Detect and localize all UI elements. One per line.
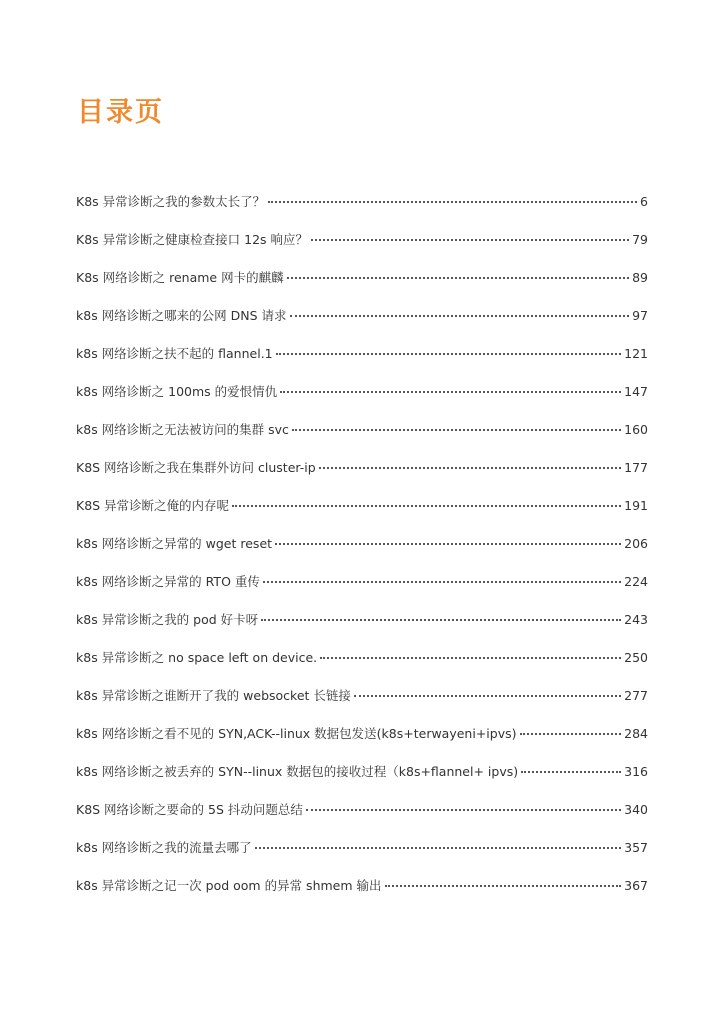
- toc-entry-title[interactable]: k8s 网络诊断之无法被访问的集群 svc: [76, 422, 289, 437]
- toc-entry[interactable]: [76, 838, 648, 876]
- toc-entry-title[interactable]: k8s 网络诊断之看不见的 SYN,ACK--linux 数据包发送(k8s+terwayeni+ipvs): [76, 726, 517, 741]
- toc-entry-title[interactable]: K8s 网络诊断之 rename 网卡的麒麟: [76, 270, 284, 285]
- toc-entry-title[interactable]: k8s 网络诊断之被丢弃的 SYN--linux 数据包的接收过程（k8s+flannel+ ipvs): [76, 764, 519, 779]
- toc-page-number[interactable]: 147: [624, 384, 648, 399]
- toc-entry-title[interactable]: k8s 网络诊断之异常的 RTO 重传: [76, 574, 260, 589]
- toc-entry[interactable]: [76, 762, 648, 800]
- toc-entry[interactable]: [76, 496, 648, 534]
- toc-entry-title[interactable]: k8s 异常诊断之 no space left on device.: [76, 650, 318, 665]
- toc-page-number[interactable]: 177: [624, 460, 648, 475]
- toc-page-number[interactable]: 206: [624, 536, 648, 551]
- toc-dot-leader: [520, 731, 622, 735]
- toc-entry-title[interactable]: K8s 异常诊断之健康检查接口 12s 响应？: [76, 232, 309, 247]
- toc-dot-leader: [232, 503, 621, 507]
- toc-dot-leader: [276, 351, 622, 355]
- toc-dot-leader: [311, 237, 629, 241]
- toc-dot-leader: [521, 769, 621, 773]
- toc-entry[interactable]: [76, 192, 648, 230]
- toc-dot-leader: [263, 579, 621, 583]
- toc-entry[interactable]: [76, 724, 648, 762]
- toc-entry-title[interactable]: K8s 异常诊断之我的参数太长了？: [76, 194, 266, 209]
- toc-entry[interactable]: [76, 610, 648, 648]
- toc-dot-leader: [320, 655, 621, 659]
- toc-page-number[interactable]: 250: [624, 650, 648, 665]
- toc-page-number[interactable]: 79: [632, 232, 648, 247]
- toc-entry-title[interactable]: k8s 异常诊断之谁断开了我的 websocket 长链接: [76, 688, 351, 703]
- toc-dot-leader: [306, 807, 621, 811]
- toc-entry[interactable]: [76, 534, 648, 572]
- toc-entry[interactable]: [76, 686, 648, 724]
- table-of-contents: [76, 192, 648, 914]
- toc-dot-leader: [268, 199, 637, 203]
- toc-entry[interactable]: [76, 268, 648, 306]
- toc-dot-leader: [292, 427, 621, 431]
- toc-page-number[interactable]: 340: [624, 802, 648, 817]
- toc-page-number[interactable]: 191: [624, 498, 648, 513]
- toc-dot-leader: [290, 313, 630, 317]
- toc-entry[interactable]: [76, 458, 648, 496]
- toc-entry[interactable]: [76, 876, 648, 914]
- toc-entry[interactable]: [76, 344, 648, 382]
- toc-page-number[interactable]: 89: [632, 270, 648, 285]
- toc-dot-leader: [354, 693, 621, 697]
- toc-dot-leader: [275, 541, 621, 545]
- toc-entry-title[interactable]: k8s 网络诊断之异常的 wget reset: [76, 536, 273, 551]
- toc-entry-title[interactable]: k8s 异常诊断之记一次 pod oom 的异常 shmem 输出: [76, 878, 382, 893]
- toc-entry-title[interactable]: K8S 网络诊断之要命的 5S 抖动问题总结: [76, 802, 303, 817]
- toc-page-number[interactable]: 121: [624, 346, 648, 361]
- toc-page-number[interactable]: 224: [624, 574, 648, 589]
- toc-page-number[interactable]: 97: [632, 308, 648, 323]
- toc-entry[interactable]: [76, 648, 648, 686]
- toc-dot-leader: [280, 389, 621, 393]
- toc-entry-title[interactable]: K8S 网络诊断之我在集群外访问 cluster-ip: [76, 460, 316, 475]
- toc-dot-leader: [255, 845, 621, 849]
- toc-page-number[interactable]: 367: [624, 878, 648, 893]
- toc-entry-title[interactable]: k8s 网络诊断之哪来的公网 DNS 请求: [76, 308, 287, 323]
- page-title: 目录页: [77, 97, 164, 128]
- toc-entry[interactable]: [76, 230, 648, 268]
- toc-page-number[interactable]: 277: [624, 688, 648, 703]
- toc-entry-title[interactable]: K8S 异常诊断之俺的内存呢: [76, 498, 230, 513]
- toc-dot-leader: [319, 465, 621, 469]
- toc-entry[interactable]: [76, 572, 648, 610]
- toc-page-number[interactable]: 6: [640, 194, 648, 209]
- toc-page-number[interactable]: 316: [624, 764, 648, 779]
- toc-entry[interactable]: [76, 306, 648, 344]
- toc-page-number[interactable]: 284: [624, 726, 648, 741]
- toc-page-number[interactable]: 357: [624, 840, 648, 855]
- toc-dot-leader: [261, 617, 621, 621]
- toc-entry-title[interactable]: k8s 网络诊断之扶不起的 flannel.1: [76, 346, 273, 361]
- toc-entry-title[interactable]: k8s 网络诊断之我的流量去哪了: [76, 840, 252, 855]
- toc-entry-title[interactable]: k8s 异常诊断之我的 pod 好卡呀: [76, 612, 259, 627]
- toc-dot-leader: [287, 275, 630, 279]
- toc-page-number[interactable]: 243: [624, 612, 648, 627]
- toc-entry[interactable]: [76, 382, 648, 420]
- toc-entry-title[interactable]: k8s 网络诊断之 100ms 的爱恨情仇: [76, 384, 278, 399]
- toc-entry[interactable]: [76, 800, 648, 838]
- toc-page-number[interactable]: 160: [624, 422, 648, 437]
- toc-entry[interactable]: [76, 420, 648, 458]
- toc-dot-leader: [385, 883, 622, 887]
